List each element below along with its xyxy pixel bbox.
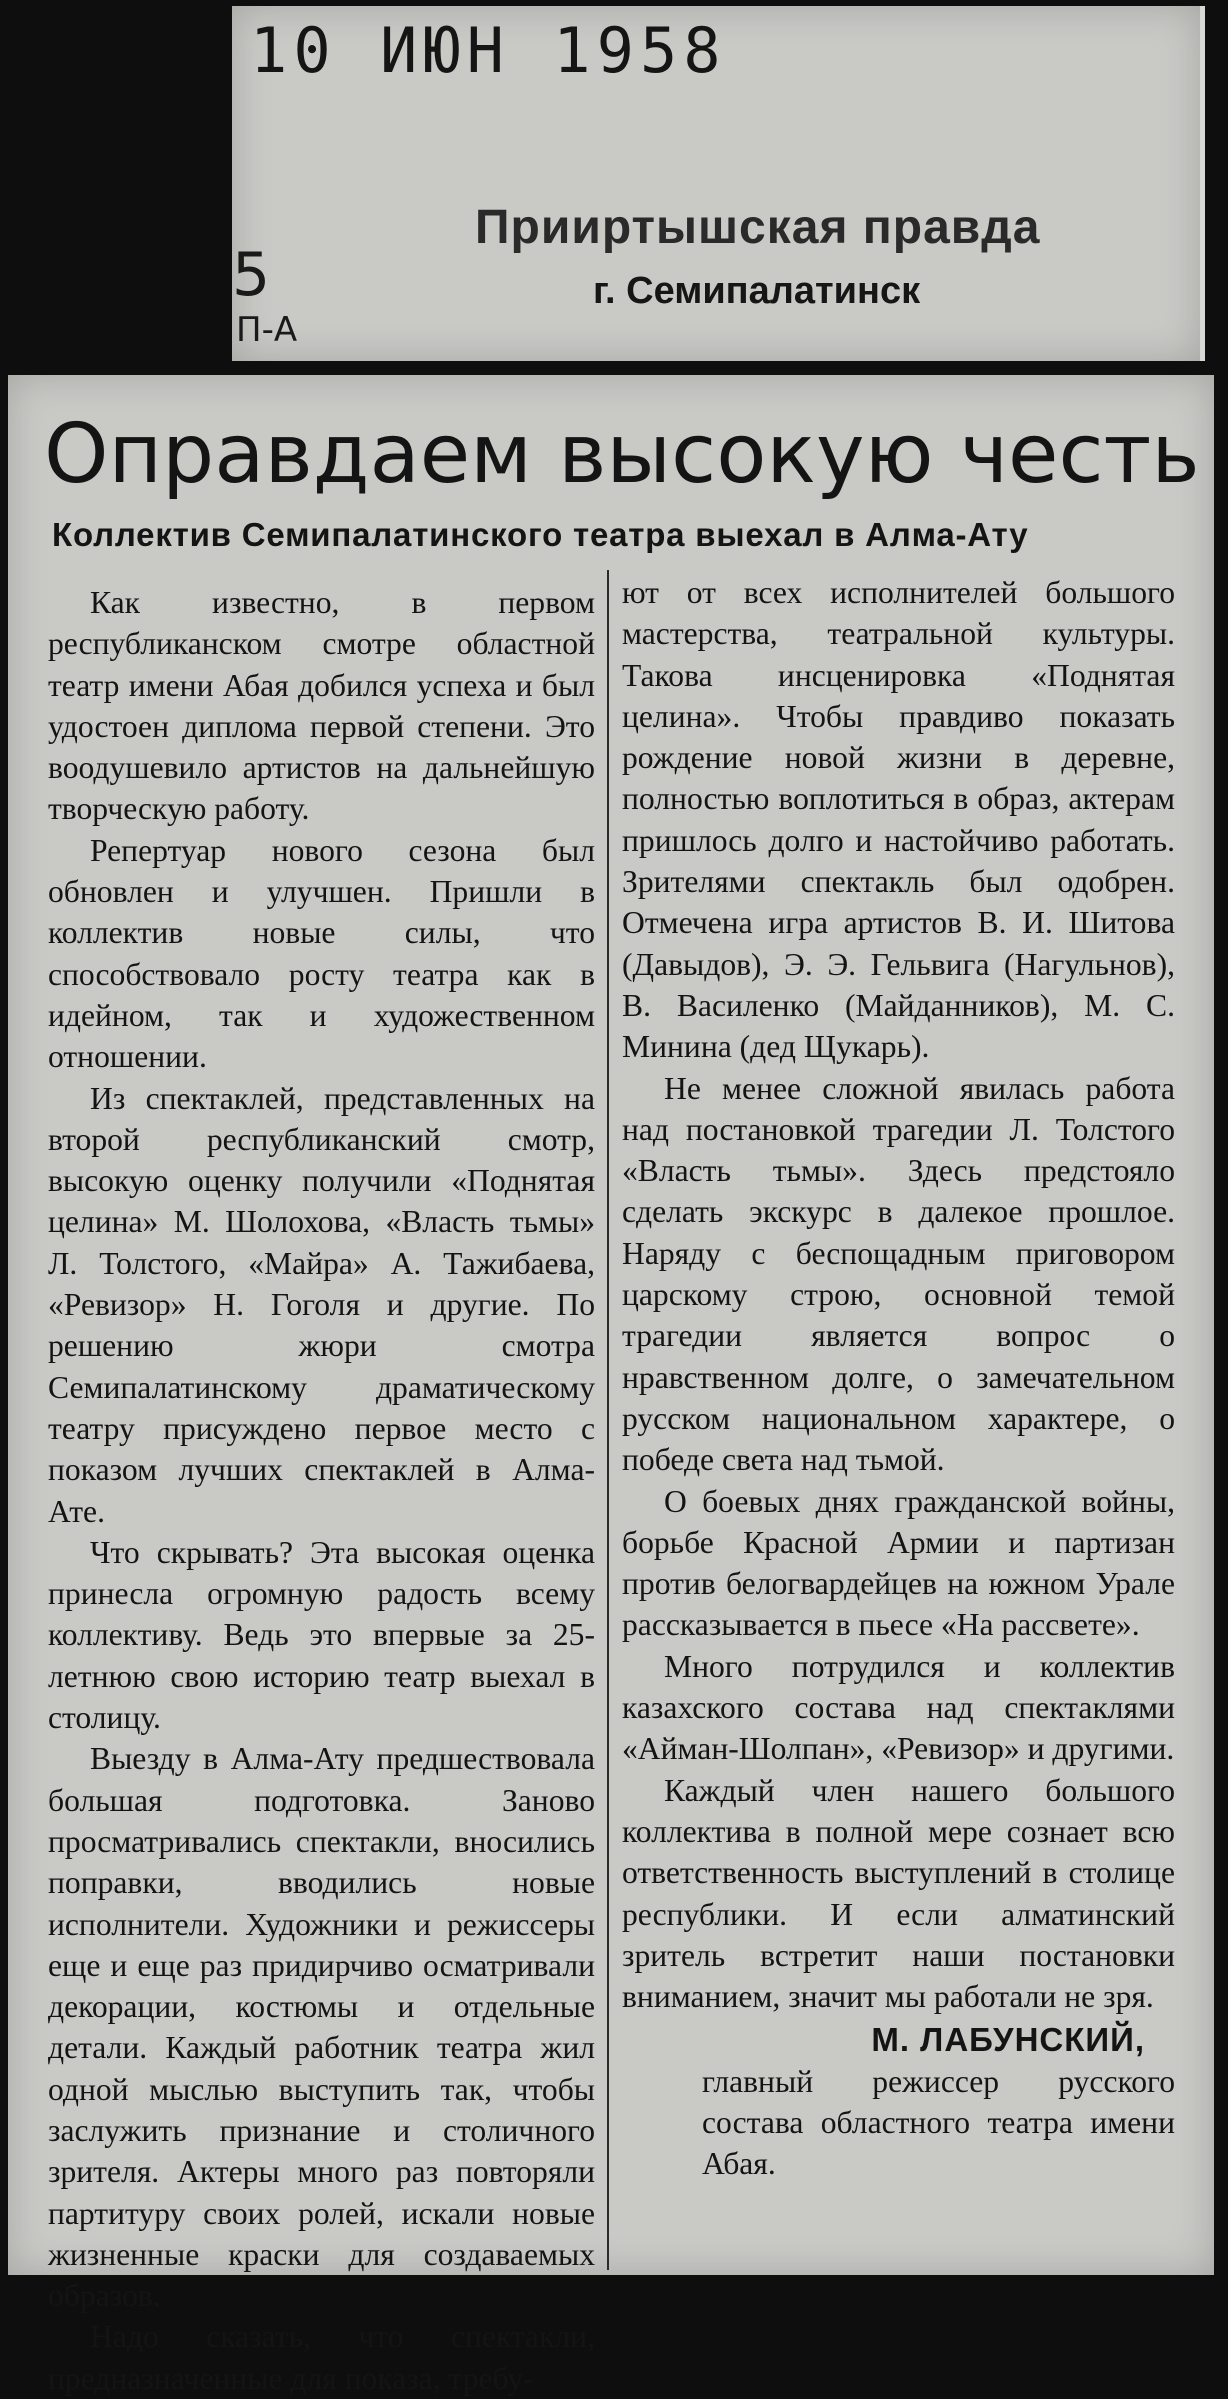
article-left-column	[48, 582, 595, 2399]
column-divider	[607, 570, 609, 2270]
paragraph: Выезду в Алма-Ату предшествовала большая подготовка. Заново просматривались спектакли, вносились поправки, вводились новые исполнители. Художники и режиссеры еще и еще раз придирчиво осматривали декорации, костюмы и отдельные детали. Каждый работник театра жил одной мыслью выступить так, чтобы заслужить признание и столичного зрителя. Актеры много раз повторяли партитуру своих ролей, искали новые жизненные краски для создаваемых образов.	[48, 1741, 595, 2314]
paragraph: Много потрудился и коллектив казахского состава над спектаклями «Айман-Шолпан», «Ревизор» и другими.	[622, 1648, 1175, 1767]
archive-code: П-А	[236, 310, 298, 350]
paragraph: О боевых днях гражданской войны, борьбе Красной Армии и партизан против белогвардейцев на южном Урале рассказывается в пьесе «На рассвете».	[622, 1483, 1175, 1643]
paragraph: Репертуар нового сезона был обновлен и улучшен. Пришли в коллектив новые силы, что способствовало росту театра как в идейном, так и художественном отношении.	[48, 832, 595, 1075]
paragraph: Надо сказать, что спектакли, предназначенные для показа, требу-	[48, 2319, 595, 2396]
paragraph: Каждый член нашего большого коллектива в полной мере сознает всю ответственность выступлений в столице республики. И если алматинский зритель встретит наши постановки вниманием, значит мы работали не зря.	[622, 1772, 1175, 2015]
paragraph: Из спектаклей, представленных на второй республиканский смотр, высокую оценку получили «Поднятая целина» М. Шолохова, «Власть тьмы» Л. Толстого, «Майра» А. Тажибаева, «Ревизор» Н. Гоголя и другие. По решению жюри смотра Семипалатинскому драматическому театру присуждено первое место с показом лучших спектаклей в Алма-Ате.	[48, 1080, 595, 1529]
stamp-city: г. Семипалатинск	[593, 270, 921, 312]
archive-mark: 5	[232, 240, 271, 310]
paragraph: Не менее сложной явилась работа над постановкой трагедии Л. Толстого «Власть тьмы». Здесь предстояло сделать экскурс в далекое прошлое. Наряду с беспощадным приговором царскому строю, основной темой трагедии является вопрос о нравственном долге, о замечательном русском национальном характере, о победе света над тьмой.	[622, 1070, 1175, 1478]
article-subheadline: Коллектив Семипалатинского театра выехал в Алма-Ату	[52, 516, 1029, 553]
stamp-date: 10 ИЮН 1958	[250, 14, 727, 87]
author-signature: М. ЛАБУНСКИЙ,	[871, 2021, 1145, 2059]
paragraph: Что скрывать? Эта высокая оценка принесла огромную радость всему коллективу. Ведь это впервые за 25-летнюю свою историю театр выехал в столицу.	[48, 1534, 595, 1736]
paragraph: ют от всех исполнителей большого мастерства, театральной культуры. Такова инсценировка «Поднятая целина». Чтобы правдиво показать рождение новой жизни в деревне, полностью воплотиться в образ, актерам пришлось долго и настойчиво работать. Зрителями спектакль был одобрен. Отмечена игра артистов В. И. Шитова (Давыдов), Э. Э. Гельвига (Нагульнов), В. Василенко (Майданников), М. С. Минина (дед Щукарь).	[622, 575, 1175, 1065]
article-right-column	[622, 572, 1175, 2185]
paragraph: Как известно, в первом республиканском смотре областной театр имени Абая добился успеха и был удостоен диплома первой степени. Это воодушевило артистов на дальнейшую творческую работу.	[48, 585, 595, 827]
author-position: главный режиссер русского состава областного театра имени Абая.	[702, 2063, 1175, 2182]
article-headline: Оправдаем высокую честь	[44, 407, 1200, 502]
stamp-newspaper-name: Прииртышская правда	[475, 201, 1041, 254]
